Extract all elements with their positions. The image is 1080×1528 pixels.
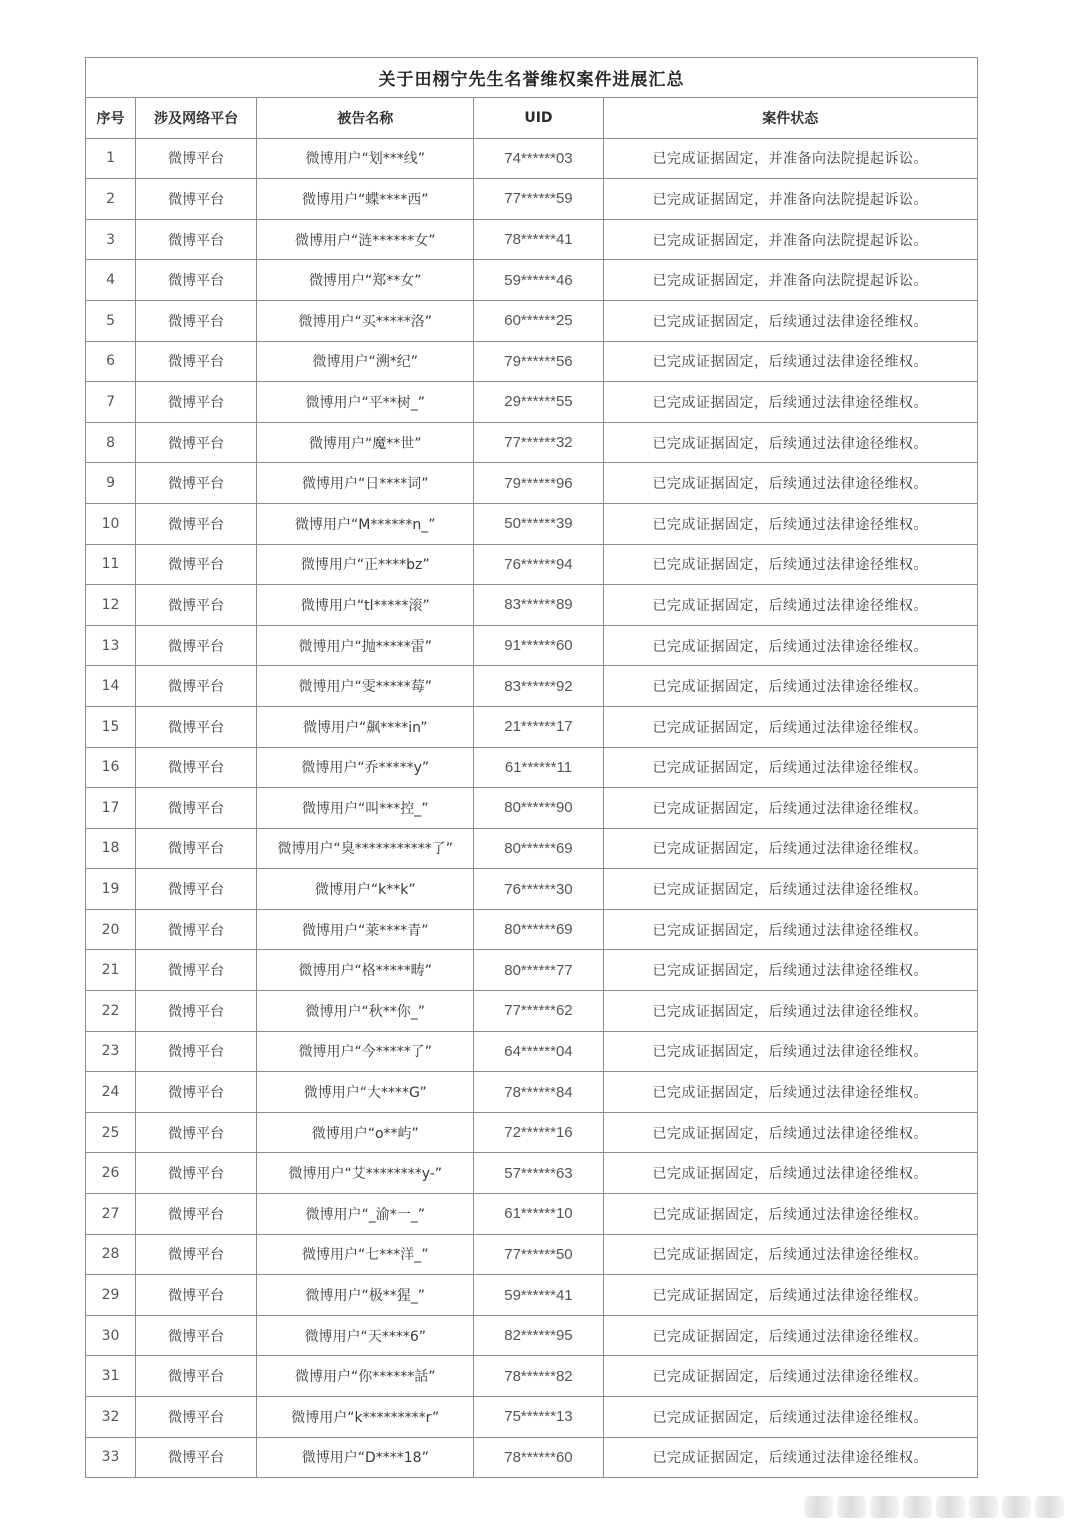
row-defendant-name: 微博用户“秋**你_” [257, 991, 474, 1032]
row-defendant-name: 微博用户“买*****洛” [257, 300, 474, 341]
row-serial-number: 12 [86, 585, 136, 626]
row-uid: 72******16 [474, 1112, 603, 1153]
row-uid: 83******89 [474, 585, 603, 626]
row-case-status: 已完成证据固定，后续通过法律途径维权。 [603, 463, 977, 504]
row-serial-number: 9 [86, 463, 136, 504]
row-case-status: 已完成证据固定，后续通过法律途径维权。 [603, 585, 977, 626]
row-serial-number: 19 [86, 869, 136, 910]
table-row [86, 1031, 978, 1072]
row-defendant-name: 微博用户“臭***********了” [257, 828, 474, 869]
row-case-status: 已完成证据固定，后续通过法律途径维权。 [603, 706, 977, 747]
row-uid: 59******46 [474, 260, 603, 301]
row-defendant-name: 微博用户“_渝*一_” [257, 1194, 474, 1235]
row-uid: 64******04 [474, 1031, 603, 1072]
row-serial-number: 27 [86, 1194, 136, 1235]
table-row [86, 625, 978, 666]
row-platform: 微博平台 [136, 179, 257, 220]
table-row [86, 788, 978, 829]
row-defendant-name: 微博用户“魔**世” [257, 422, 474, 463]
row-case-status: 已完成证据固定，后续通过法律途径维权。 [603, 909, 977, 950]
row-platform: 微博平台 [136, 1112, 257, 1153]
row-defendant-name: 微博用户“溯*纪” [257, 341, 474, 382]
row-platform: 微博平台 [136, 219, 257, 260]
row-serial-number: 13 [86, 625, 136, 666]
row-platform: 微博平台 [136, 1072, 257, 1113]
row-defendant-name: 微博用户“莱****青” [257, 909, 474, 950]
row-platform: 微博平台 [136, 950, 257, 991]
row-uid: 74******03 [474, 138, 603, 179]
row-uid: 76******30 [474, 869, 603, 910]
row-serial-number: 11 [86, 544, 136, 585]
table-row [86, 706, 978, 747]
row-platform: 微博平台 [136, 463, 257, 504]
row-serial-number: 3 [86, 219, 136, 260]
row-defendant-name: 微博用户“tl*****滚” [257, 585, 474, 626]
row-uid: 80******69 [474, 909, 603, 950]
row-serial-number: 23 [86, 1031, 136, 1072]
row-case-status: 已完成证据固定，后续通过法律途径维权。 [603, 1031, 977, 1072]
row-platform: 微博平台 [136, 869, 257, 910]
row-uid: 79******56 [474, 341, 603, 382]
table-row [86, 300, 978, 341]
row-defendant-name: 微博用户“雯*****莓” [257, 666, 474, 707]
row-serial-number: 30 [86, 1315, 136, 1356]
table-row [86, 869, 978, 910]
watermark-logo [804, 1496, 1064, 1518]
row-defendant-name: 微博用户“正****bz” [257, 544, 474, 585]
row-serial-number: 18 [86, 828, 136, 869]
table-row [86, 1315, 978, 1356]
row-case-status: 已完成证据固定，后续通过法律途径维权。 [603, 1194, 977, 1235]
row-serial-number: 29 [86, 1275, 136, 1316]
row-serial-number: 22 [86, 991, 136, 1032]
table-row [86, 422, 978, 463]
row-defendant-name: 微博用户“七***洋_” [257, 1234, 474, 1275]
table-row [86, 828, 978, 869]
row-platform: 微博平台 [136, 1397, 257, 1438]
row-serial-number: 15 [86, 706, 136, 747]
row-platform: 微博平台 [136, 341, 257, 382]
row-serial-number: 26 [86, 1153, 136, 1194]
table-row [86, 1356, 978, 1397]
row-uid: 77******32 [474, 422, 603, 463]
row-serial-number: 8 [86, 422, 136, 463]
row-uid: 60******25 [474, 300, 603, 341]
row-defendant-name: 微博用户“艾********y-” [257, 1153, 474, 1194]
row-defendant-name: 微博用户“蝶****西” [257, 179, 474, 220]
header-platform: 涉及网络平台 [136, 98, 257, 139]
row-case-status: 已完成证据固定，后续通过法律途径维权。 [603, 747, 977, 788]
row-case-status: 已完成证据固定，后续通过法律途径维权。 [603, 950, 977, 991]
row-platform: 微博平台 [136, 300, 257, 341]
row-case-status: 已完成证据固定，后续通过法律途径维权。 [603, 1112, 977, 1153]
table-row [86, 909, 978, 950]
row-uid: 77******62 [474, 991, 603, 1032]
row-case-status: 已完成证据固定，后续通过法律途径维权。 [603, 991, 977, 1032]
row-uid: 77******59 [474, 179, 603, 220]
header-uid: UID [474, 98, 603, 139]
row-uid: 80******69 [474, 828, 603, 869]
row-case-status: 已完成证据固定，后续通过法律途径维权。 [603, 1437, 977, 1478]
row-platform: 微博平台 [136, 747, 257, 788]
row-case-status: 已完成证据固定，后续通过法律途径维权。 [603, 1315, 977, 1356]
row-case-status: 已完成证据固定，后续通过法律途径维权。 [603, 503, 977, 544]
row-uid: 76******94 [474, 544, 603, 585]
row-defendant-name: 微博用户“平**树_” [257, 382, 474, 423]
table-body [86, 138, 978, 1478]
table-row [86, 1194, 978, 1235]
row-case-status: 已完成证据固定，并准备向法院提起诉讼。 [603, 219, 977, 260]
row-platform: 微博平台 [136, 991, 257, 1032]
row-uid: 61******10 [474, 1194, 603, 1235]
row-platform: 微博平台 [136, 138, 257, 179]
row-defendant-name: 微博用户“你******話” [257, 1356, 474, 1397]
row-case-status: 已完成证据固定，后续通过法律途径维权。 [603, 1153, 977, 1194]
row-uid: 78******84 [474, 1072, 603, 1113]
row-platform: 微博平台 [136, 1031, 257, 1072]
row-defendant-name: 微博用户“格*****畴” [257, 950, 474, 991]
row-defendant-name: 微博用户“日****词” [257, 463, 474, 504]
row-serial-number: 32 [86, 1397, 136, 1438]
table-row [86, 747, 978, 788]
row-platform: 微博平台 [136, 260, 257, 301]
row-defendant-name: 微博用户“k*********r” [257, 1397, 474, 1438]
row-case-status: 已完成证据固定，后续通过法律途径维权。 [603, 300, 977, 341]
row-serial-number: 20 [86, 909, 136, 950]
row-serial-number: 5 [86, 300, 136, 341]
row-defendant-name: 微博用户“极**猩_” [257, 1275, 474, 1316]
row-platform: 微博平台 [136, 909, 257, 950]
row-uid: 61******11 [474, 747, 603, 788]
row-case-status: 已完成证据固定，后续通过法律途径维权。 [603, 544, 977, 585]
row-platform: 微博平台 [136, 706, 257, 747]
row-serial-number: 7 [86, 382, 136, 423]
row-serial-number: 25 [86, 1112, 136, 1153]
row-uid: 78******60 [474, 1437, 603, 1478]
row-defendant-name: 微博用户“o**屿” [257, 1112, 474, 1153]
row-defendant-name: 微博用户“飙****in” [257, 706, 474, 747]
row-serial-number: 28 [86, 1234, 136, 1275]
table-row [86, 585, 978, 626]
row-serial-number: 14 [86, 666, 136, 707]
row-serial-number: 31 [86, 1356, 136, 1397]
table-row [86, 179, 978, 220]
row-case-status: 已完成证据固定，并准备向法院提起诉讼。 [603, 179, 977, 220]
table-row [86, 463, 978, 504]
row-case-status: 已完成证据固定，后续通过法律途径维权。 [603, 869, 977, 910]
row-serial-number: 10 [86, 503, 136, 544]
row-uid: 78******82 [474, 1356, 603, 1397]
table-row [86, 950, 978, 991]
row-platform: 微博平台 [136, 1194, 257, 1235]
row-uid: 57******63 [474, 1153, 603, 1194]
row-uid: 80******90 [474, 788, 603, 829]
row-platform: 微博平台 [136, 1153, 257, 1194]
row-serial-number: 6 [86, 341, 136, 382]
table-row [86, 382, 978, 423]
row-case-status: 已完成证据固定，并准备向法院提起诉讼。 [603, 138, 977, 179]
table-row [86, 1072, 978, 1113]
row-case-status: 已完成证据固定，后续通过法律途径维权。 [603, 1072, 977, 1113]
case-progress-table [85, 57, 978, 1478]
row-defendant-name: 微博用户“天****6” [257, 1315, 474, 1356]
row-platform: 微博平台 [136, 1275, 257, 1316]
table-row [86, 341, 978, 382]
row-defendant-name: 微博用户“划***线” [257, 138, 474, 179]
table-row [86, 503, 978, 544]
table-row [86, 1275, 978, 1316]
table-row [86, 1437, 978, 1478]
row-uid: 91******60 [474, 625, 603, 666]
row-case-status: 已完成证据固定，后续通过法律途径维权。 [603, 1234, 977, 1275]
table-row [86, 1397, 978, 1438]
row-case-status: 已完成证据固定，后续通过法律途径维权。 [603, 1275, 977, 1316]
row-case-status: 已完成证据固定，后续通过法律途径维权。 [603, 1356, 977, 1397]
row-serial-number: 17 [86, 788, 136, 829]
row-case-status: 已完成证据固定，后续通过法律途径维权。 [603, 422, 977, 463]
row-serial-number: 2 [86, 179, 136, 220]
row-platform: 微博平台 [136, 1356, 257, 1397]
row-uid: 59******41 [474, 1275, 603, 1316]
row-defendant-name: 微博用户“郑**女” [257, 260, 474, 301]
row-platform: 微博平台 [136, 422, 257, 463]
table-row [86, 138, 978, 179]
table-row [86, 260, 978, 301]
row-defendant-name: 微博用户“今*****了” [257, 1031, 474, 1072]
row-platform: 微博平台 [136, 585, 257, 626]
row-uid: 80******77 [474, 950, 603, 991]
table-row [86, 1153, 978, 1194]
row-platform: 微博平台 [136, 1234, 257, 1275]
row-serial-number: 1 [86, 138, 136, 179]
header-case-status: 案件状态 [603, 98, 977, 139]
row-case-status: 已完成证据固定，并准备向法院提起诉讼。 [603, 260, 977, 301]
row-uid: 83******92 [474, 666, 603, 707]
row-defendant-name: 微博用户“D****18” [257, 1437, 474, 1478]
row-uid: 78******41 [474, 219, 603, 260]
row-platform: 微博平台 [136, 625, 257, 666]
row-uid: 29******55 [474, 382, 603, 423]
row-case-status: 已完成证据固定，后续通过法律途径维权。 [603, 341, 977, 382]
table-row [86, 1112, 978, 1153]
row-uid: 21******17 [474, 706, 603, 747]
row-defendant-name: 微博用户“M******n_” [257, 503, 474, 544]
row-serial-number: 16 [86, 747, 136, 788]
row-defendant-name: 微博用户“抛*****雷” [257, 625, 474, 666]
row-uid: 75******13 [474, 1397, 603, 1438]
row-uid: 82******95 [474, 1315, 603, 1356]
row-platform: 微博平台 [136, 382, 257, 423]
row-defendant-name: 微博用户“叫***控_” [257, 788, 474, 829]
row-serial-number: 21 [86, 950, 136, 991]
row-case-status: 已完成证据固定，后续通过法律途径维权。 [603, 625, 977, 666]
row-platform: 微博平台 [136, 788, 257, 829]
row-defendant-name: 微博用户“k**k” [257, 869, 474, 910]
row-case-status: 已完成证据固定，后续通过法律途径维权。 [603, 828, 977, 869]
row-case-status: 已完成证据固定，后续通过法律途径维权。 [603, 1397, 977, 1438]
row-uid: 77******50 [474, 1234, 603, 1275]
row-serial-number: 4 [86, 260, 136, 301]
row-defendant-name: 微博用户“大****G” [257, 1072, 474, 1113]
row-defendant-name: 微博用户“涟******女” [257, 219, 474, 260]
row-platform: 微博平台 [136, 1315, 257, 1356]
table-title: 关于田栩宁先生名誉维权案件进展汇总 [86, 58, 978, 98]
row-case-status: 已完成证据固定，后续通过法律途径维权。 [603, 666, 977, 707]
table-row [86, 219, 978, 260]
row-uid: 50******39 [474, 503, 603, 544]
header-serial-number: 序号 [86, 98, 136, 139]
row-platform: 微博平台 [136, 544, 257, 585]
row-serial-number: 24 [86, 1072, 136, 1113]
row-platform: 微博平台 [136, 503, 257, 544]
row-case-status: 已完成证据固定，后续通过法律途径维权。 [603, 382, 977, 423]
row-platform: 微博平台 [136, 1437, 257, 1478]
row-case-status: 已完成证据固定，后续通过法律途径维权。 [603, 788, 977, 829]
row-platform: 微博平台 [136, 828, 257, 869]
row-defendant-name: 微博用户“乔*****y” [257, 747, 474, 788]
table-row [86, 991, 978, 1032]
row-platform: 微博平台 [136, 666, 257, 707]
row-uid: 79******96 [474, 463, 603, 504]
table-row [86, 544, 978, 585]
table-row [86, 1234, 978, 1275]
header-defendant-name: 被告名称 [257, 98, 474, 139]
table-row [86, 666, 978, 707]
row-serial-number: 33 [86, 1437, 136, 1478]
